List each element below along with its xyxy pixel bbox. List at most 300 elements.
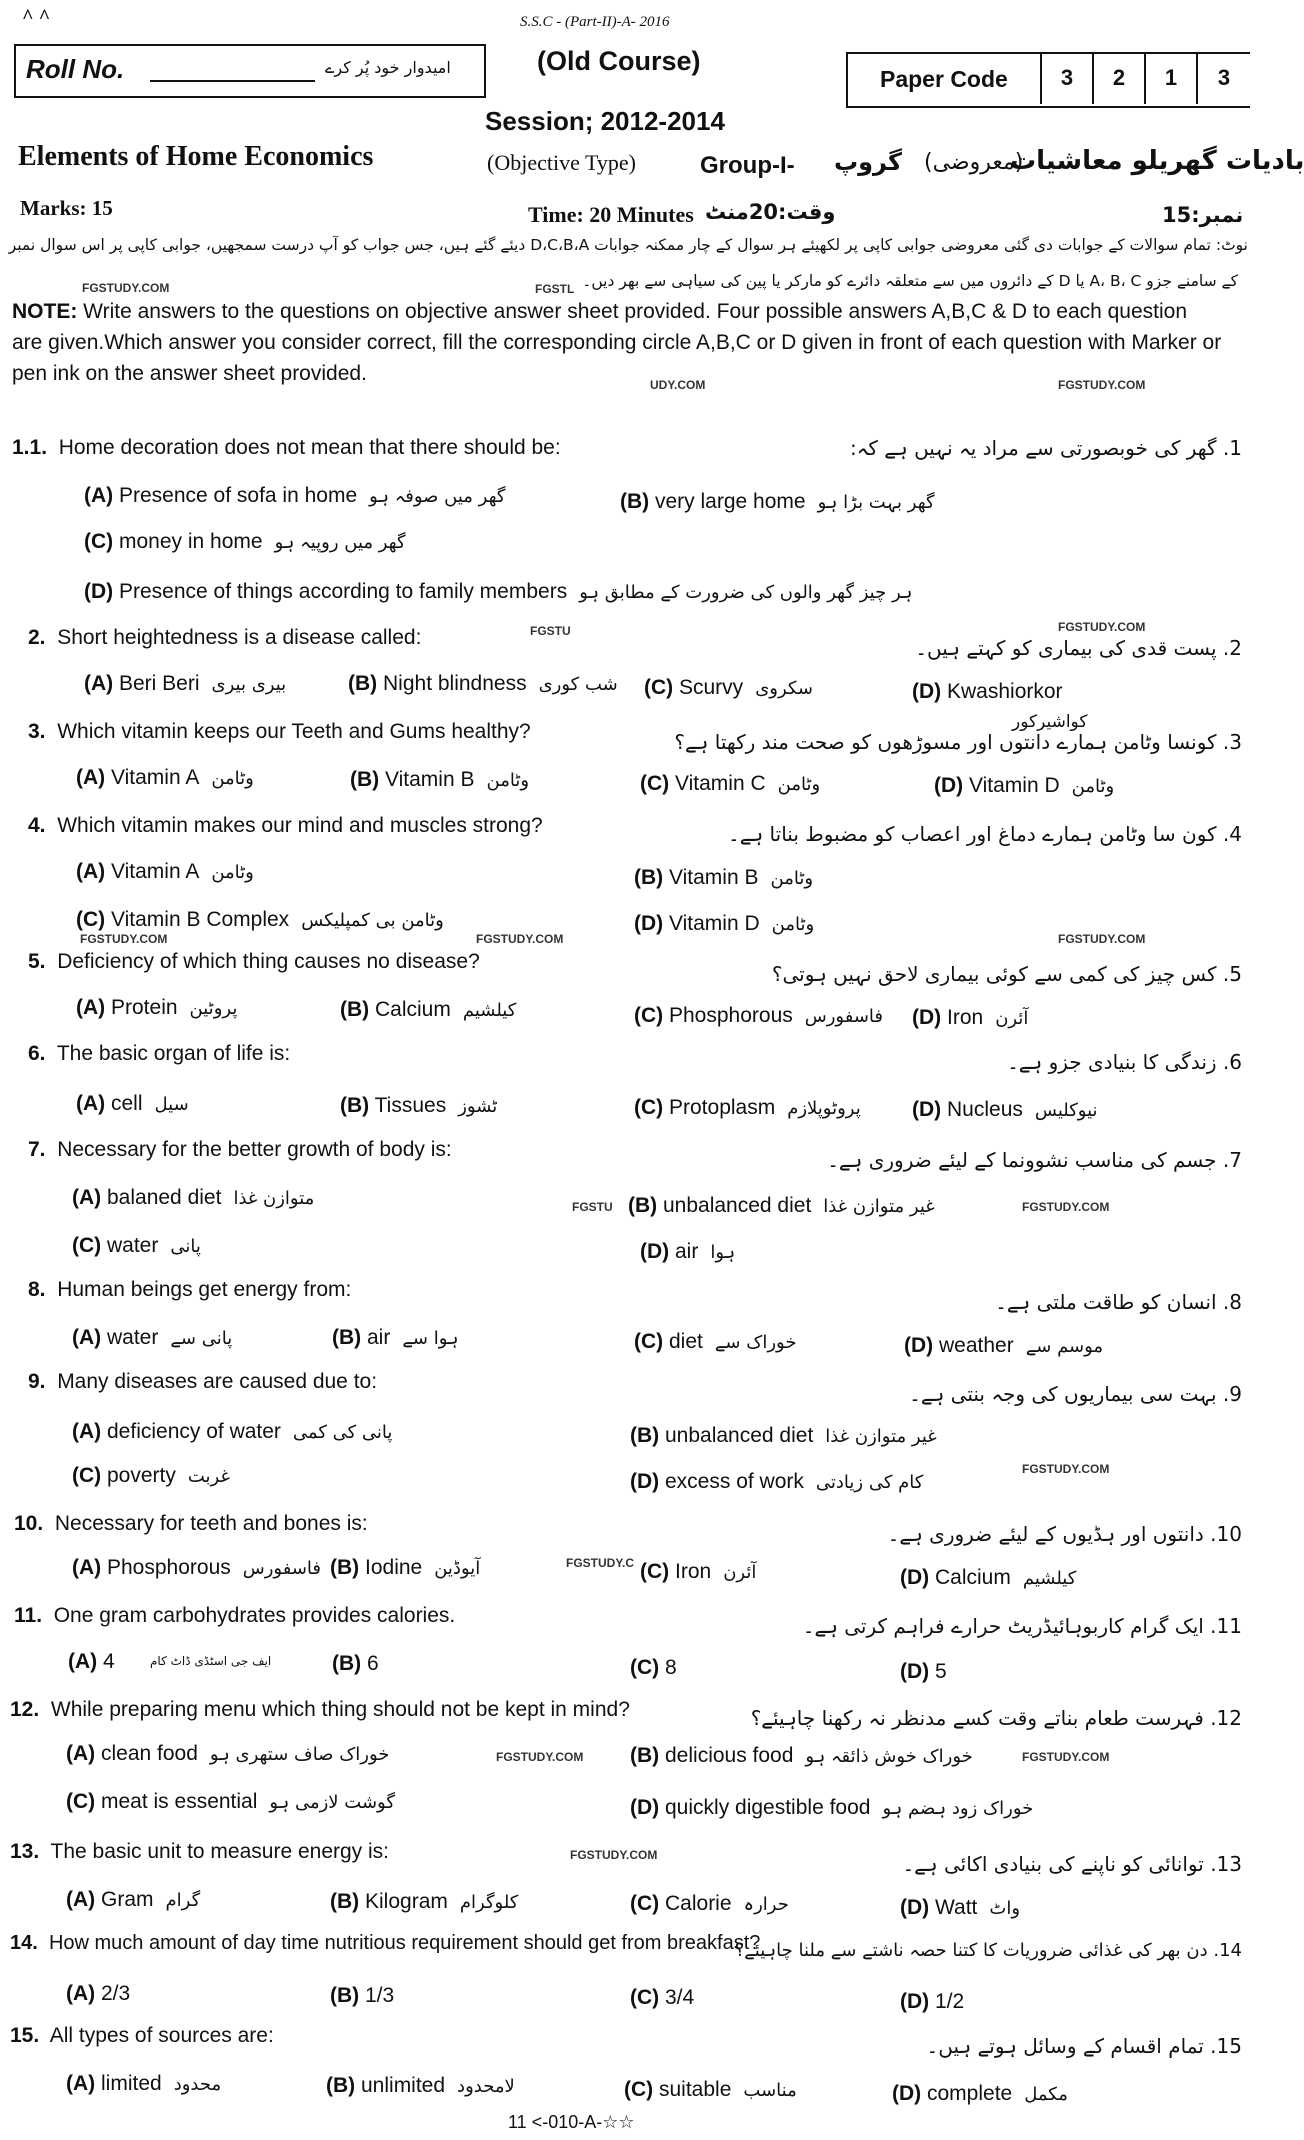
option-urdu: مکمل [1024,2084,1068,2105]
time-urdu: وقت:20منٹ [705,200,836,224]
option-label: (D) [640,1240,670,1263]
question-number: 12. [10,1698,40,1721]
footer-code: 11 <-010-A-☆☆ [508,2112,635,2132]
option-text: weather [939,1334,1014,1357]
note-paragraph [12,296,1222,389]
option-text: Calorie [665,1892,732,1915]
exam-line: S.S.C - (Part-II)-A- 2016 [520,14,670,30]
option-a[interactable] [84,484,505,508]
option-label: (C) [630,1656,660,1679]
option-urdu: نیوکلیس [1034,1100,1098,1121]
option-urdu: آئرن [723,1562,757,1583]
watermark: FGSTUDY.COM [496,1750,584,1764]
option-urdu: بیری بیری [211,674,287,695]
question-4 [28,814,543,838]
question-urdu: 1. گھر کی خوبصورتی سے مراد یہ نہیں ہے کہ: [849,436,1242,460]
question-number: 7. [28,1138,46,1161]
option-label: (A) [76,1092,106,1115]
option-text: Vitamin A [111,766,200,789]
question-13 [10,1840,389,1864]
option-label: (D) [900,1660,930,1683]
question-text: The basic organ of life is: [56,1042,291,1065]
question-urdu: 14. دن بھر کی غذائی ضروریات کا کتنا حصہ ناشتے سے ملنا چاہیئے؟ [734,1940,1242,1961]
option-text: unbalanced diet [663,1194,812,1217]
option-label: (D) [900,1566,930,1589]
option-urdu: سکروی [755,678,813,699]
option-text: Vitamin C [675,772,766,795]
roll-underline [150,80,315,82]
option-urdu: وٹامن [486,770,530,791]
option-text: 6 [367,1652,379,1675]
option-urdu: وٹامن [777,774,821,795]
option-label: (B) [326,2074,356,2097]
option-label: (C) [72,1464,102,1487]
option-c[interactable] [640,1560,756,1584]
option-text: Vitamin B Complex [111,908,290,931]
option-label: (D) [84,580,114,603]
option-b[interactable] [628,1194,935,1218]
question-number: 8. [28,1278,46,1301]
option-d[interactable] [630,1470,923,1494]
option-text: Kilogram [365,1890,448,1913]
question-urdu: 7. جسم کی مناسب نشوونما کے لیئے ضروری ہے۔ [827,1148,1242,1172]
option-text: Scurvy [679,676,744,699]
option-label: (A) [72,1420,102,1443]
option-text: suitable [659,2078,732,2101]
paper-code-digit: 3 [1196,52,1250,104]
option-text: 1/2 [935,1990,965,2013]
option-text: 4 [103,1650,115,1673]
option-label: (C) [634,1096,664,1119]
option-b[interactable] [630,1744,973,1768]
option-urdu: موسم سے [1025,1336,1104,1357]
option-a[interactable] [76,1092,189,1116]
option-urdu: گھر میں صوفہ ہو [369,486,506,507]
question-urdu: 11. ایک گرام کاربوہائیڈریٹ حرارے فراہم کرتی ہے۔ [802,1614,1242,1638]
question-number: 13. [10,1840,40,1863]
option-a[interactable] [76,996,237,1020]
option-c[interactable] [634,1096,861,1120]
option-urdu: ہر چیز گھر والوں کی ضرورت کے مطابق ہو [579,582,913,603]
question-14 [10,1932,760,1955]
option-urdu: وٹامن بی کمپلیکس [301,910,444,931]
note-text: Write answers to the questions on objective answer sheet provided. Four possible answers A,B,C & D to each question are given.Which answer you consider correct, fill the corresponding circle A,B,C or D given in front of each question with Marker or pen ink on the answer sheet provided. [12,300,1222,385]
option-text: air [367,1326,391,1349]
option-label: (C) [640,772,670,795]
option-text: poverty [107,1464,176,1487]
option-text: Vitamin B [669,866,759,889]
question-text: All types of sources are: [49,2024,274,2047]
watermark: FGSTUDY.C [566,1556,635,1570]
option-text: Vitamin A [111,860,200,883]
option-c[interactable] [630,1656,677,1680]
option-text: Beri Beri [119,672,200,695]
option-text: Presence of sofa in home [119,484,358,507]
option-label: (A) [76,996,106,1019]
option-label: (A) [66,1888,96,1911]
option-label: (B) [332,1326,362,1349]
watermark: FGSTU [572,1200,613,1214]
question-3 [28,720,531,744]
option-text: balaned diet [107,1186,222,1209]
option-label: (B) [330,1556,360,1579]
question-number: 2. [28,626,46,649]
option-label: (A) [76,860,106,883]
watermark: FGSTUDY.COM [1022,1200,1110,1214]
watermark: FGSTUDY.COM [1058,932,1146,946]
option-label: (B) [630,1744,660,1767]
question-11 [14,1604,455,1628]
option-label: (A) [66,2072,96,2095]
option-c[interactable] [634,1004,883,1028]
option-text: money in home [119,530,263,553]
option-d[interactable] [630,1796,1033,1820]
option-label: (A) [66,1742,96,1765]
option-a[interactable] [72,1556,321,1580]
option-label: (B) [348,672,378,695]
option-d[interactable] [900,1896,1020,1920]
option-urdu: وٹامن [770,868,814,889]
option-label: (C) [644,676,674,699]
option-b[interactable] [348,672,618,696]
question-number: 10. [14,1512,44,1535]
option-d[interactable] [634,912,814,936]
option-urdu: گرام [165,1890,201,1911]
option-label: (C) [634,1004,664,1027]
question-1 [12,436,561,460]
option-urdu: حرارہ [743,1894,789,1915]
option-label: (D) [912,1006,942,1029]
option-label: (B) [634,866,664,889]
option-d[interactable] [934,774,1114,798]
question-urdu: 4. کون سا وٹامن ہمارے دماغ اور اعصاب کو مضبوط بناتا ہے۔ [728,822,1242,846]
option-urdu: غیر متوازن غذا [825,1426,937,1447]
question-text: Which vitamin keeps our Teeth and Gums healthy? [57,720,531,743]
option-b[interactable] [330,1890,518,1914]
question-15 [10,2024,274,2048]
option-label: (A) [68,1650,98,1673]
option-a[interactable] [76,860,254,884]
corner-mark: ^ ^ [22,6,51,28]
watermark: FGSTUDY.COM [1022,1750,1110,1764]
option-text: Presence of things according to family members [119,580,568,603]
question-8 [28,1278,351,1302]
option-text: Nucleus [947,1098,1023,1121]
option-urdu: پانی کی کمی [292,1422,393,1443]
option-label: (A) [72,1556,102,1579]
option-urdu: وٹامن [211,862,254,883]
option-text: complete [927,2082,1013,2105]
option-a[interactable] [66,1742,389,1766]
option-a[interactable] [72,1326,232,1350]
option-label: (B) [330,1890,360,1913]
option-urdu: خوراک صاف ستھری ہو [209,1744,390,1765]
watermark: UDY.COM [650,378,706,392]
option-a[interactable] [68,1650,115,1674]
question-urdu: 8. انسان کو طاقت ملتی ہے۔ [995,1290,1242,1314]
option-b[interactable] [634,866,813,890]
option-label: (D) [634,912,664,935]
question-number: 9. [28,1370,46,1393]
question-text: Short heightedness is a disease called: [57,626,422,649]
question-12 [10,1698,630,1722]
option-urdu: کیلشیم [1022,1568,1077,1589]
question-urdu: 13. توانائی کو ناپنے کی بنیادی اکائی ہے۔ [902,1852,1242,1876]
option-label: (A) [72,1326,102,1349]
question-number: 15. [10,2024,40,2047]
option-text: meat is essential [101,1790,258,1813]
paper-code-digit: 1 [1144,52,1196,104]
option-text: 8 [665,1656,677,1679]
question-number: 1.1. [12,436,48,459]
option-label: (C) [66,1790,96,1813]
option-a[interactable] [72,1420,392,1444]
option-text: delicious food [665,1744,794,1767]
option-b[interactable] [332,1326,459,1350]
option-c[interactable] [76,908,444,932]
option-label: (D) [892,2082,922,2105]
option-label: (C) [640,1560,670,1583]
option-urdu: گھر میں روپیہ ہو [274,532,406,553]
option-text: 2/3 [101,1982,131,2005]
question-2 [28,626,421,650]
option-label: (C) [630,1892,660,1915]
option-d[interactable] [900,1566,1076,1590]
note-label: NOTE: [12,300,78,323]
option-d[interactable] [84,580,912,604]
option-label: (A) [66,1982,96,2005]
paper-code-digit: 3 [1040,52,1092,104]
question-text: Human beings get energy from: [57,1278,352,1301]
question-7 [28,1138,452,1162]
question-urdu: 9. بہت سی بیماریوں کی وجہ بنتی ہے۔ [909,1382,1242,1406]
option-text: Tissues [374,1094,447,1117]
option-b[interactable] [326,2074,515,2098]
option-label: (C) [634,1330,664,1353]
option-text: Phosphorous [669,1004,793,1027]
option-label: (B) [340,998,370,1021]
option-d[interactable] [900,1660,947,1684]
option-label: (A) [76,766,106,789]
option-text: Calcium [935,1566,1011,1589]
option-label: (B) [330,1984,360,2007]
option-a[interactable] [66,1888,200,1912]
question-text: How much amount of day time nutritious requirement should get from breakfast? [48,1932,761,1954]
question-5 [28,950,480,974]
option-a[interactable] [72,1186,314,1210]
option-d[interactable] [900,1990,964,2014]
question-number: 11. [14,1604,43,1627]
option-text: 3/4 [665,1986,695,2009]
option-c[interactable] [624,2078,797,2102]
option-urdu: کواشیرکور [1012,712,1088,732]
option-text: quickly digestible food [665,1796,871,1819]
question-number: 4. [28,814,46,837]
option-c[interactable] [72,1464,230,1488]
option-text: Vitamin D [969,774,1060,797]
option-b[interactable] [340,998,516,1022]
option-text: 5 [935,1660,947,1683]
option-label: (D) [912,1098,942,1121]
option-urdu: کیلشیم [462,1000,517,1021]
option-d[interactable] [640,1240,735,1264]
option-label: (B) [630,1424,660,1447]
question-number: 5. [28,950,46,973]
option-text: clean food [101,1742,198,1765]
option-text: water [107,1326,159,1349]
option-c[interactable] [630,1986,694,2010]
option-urdu: وٹامن [771,914,815,935]
option-c[interactable] [84,530,406,554]
option-urdu: گوشت لازمی ہو [269,1792,395,1813]
option-urdu: آیوڈین [434,1558,481,1579]
option-label: (B) [350,768,380,791]
watermark: FGSTUDY.COM [82,281,170,295]
option-urdu: مناسب [743,2080,797,2101]
option-urdu: پانی [170,1236,201,1257]
watermark: FGSTUDY.COM [570,1848,658,1862]
option-label: (D) [630,1796,660,1819]
question-urdu: 12. فہرست طعام بناتے وقت کسے مدنظر نہ رکھنا چاہیئے؟ [750,1706,1242,1730]
option-label: (C) [72,1234,102,1257]
option-urdu: وٹامن [1071,776,1115,797]
question-text: Many diseases are caused due to: [57,1370,378,1393]
option-text: 1/3 [365,1984,395,2007]
watermark: FGSTUDY.COM [1058,378,1146,392]
option-urdu: پروٹین [189,998,238,1019]
question-text: One gram carbohydrates provides calories. [53,1604,456,1627]
option-d[interactable] [912,1098,1098,1122]
question-text: Deficiency of which thing causes no disease? [57,950,480,973]
marks-label: Marks: 15 [20,196,113,220]
option-c[interactable] [630,1892,789,1916]
option-text: Phosphorous [107,1556,231,1579]
option-text: cell [111,1092,143,1115]
option-b[interactable] [330,1984,394,2008]
paper-code-label: Paper Code [880,66,1008,92]
option-text: diet [669,1330,703,1353]
course-label: (Old Course) [537,46,701,76]
option-urdu: غیر متوازن غذا [823,1196,935,1217]
option-c[interactable] [640,772,820,796]
question-text: The basic unit to measure energy is: [50,1840,390,1863]
question-text: While preparing menu which thing should not be kept in mind? [50,1698,630,1721]
option-urdu: پانی سے [170,1328,233,1349]
option-label: (D) [934,774,964,797]
option-d[interactable] [912,1006,1028,1030]
option-urdu: کام کی زیادتی [815,1472,924,1493]
option-c[interactable] [66,1790,395,1814]
roll-urdu-note: امیدوار خود پُر کرے [325,58,451,77]
option-label: (A) [84,672,114,695]
option-urdu: فاسفورس [804,1006,884,1027]
watermark: FGSTUDY.COM [1022,1462,1110,1476]
question-urdu: 6. زندگی کا بنیادی جزو ہے۔ [1007,1050,1242,1074]
option-c[interactable] [634,1330,796,1354]
question-text: Which vitamin makes our mind and muscles strong? [57,814,543,837]
option-urdu: خوراک خوش ذائقہ ہو [805,1746,973,1767]
option-text: Protein [111,996,178,1019]
option-d[interactable] [912,680,1063,704]
option-text: Vitamin D [669,912,760,935]
option-label: (A) [72,1186,102,1209]
option-label: (B) [620,490,650,513]
option-urdu: پروٹوپلازم [787,1098,861,1119]
objective-urdu: (معروضی) [924,150,1024,175]
option-text: water [107,1234,159,1257]
option-label: (D) [900,1990,930,2013]
question-urdu: 15. تمام اقسام کے وسائل ہوتے ہیں۔ [926,2034,1242,2058]
group-label: Group-I- [700,152,795,179]
urdu-instructions-line2: کے سامنے جزو A، B، C یا D کے دائروں میں سے متعلقہ دائرے کو مارکر یا پین کی سیاہی سے بھر دیں۔ [582,272,1238,290]
option-urdu: ہوا سے [402,1328,459,1349]
option-b[interactable] [330,1556,480,1580]
paper-code-digit: 2 [1092,52,1144,104]
option-text: Kwashiorkor [947,680,1063,703]
option-urdu: محدود [173,2074,222,2095]
question-number: 14. [10,1932,38,1954]
option-text: Night blindness [383,672,527,695]
option-label: (B) [340,1094,370,1117]
option-text: Gram [101,1888,154,1911]
option-label: (C) [624,2078,654,2101]
option-label: (C) [630,1986,660,2009]
subject-urdu: بادیات گھریلو معاشیات [1010,146,1304,176]
option-text: Protoplasm [669,1096,776,1119]
watermark: FGSTU [530,624,571,638]
option-b[interactable] [340,1094,497,1118]
option-label: (D) [630,1470,660,1493]
option-a[interactable] [66,2072,221,2096]
option-text: Vitamin B [385,768,475,791]
option-b[interactable] [332,1652,379,1676]
option-c[interactable] [72,1234,201,1258]
question-number: 6. [28,1042,46,1065]
option-a[interactable] [66,1982,130,2006]
question-10 [14,1512,368,1536]
question-urdu: 5. کس چیز کی کمی سے کوئی بیماری لاحق نہیں ہوتی؟ [771,962,1242,986]
option-urdu: خوراک زود ہضم ہو [882,1798,1034,1819]
option-label: (D) [912,680,942,703]
question-text: Necessary for the better growth of body is: [57,1138,452,1161]
watermark: FGSTUDY.COM [80,932,168,946]
option-b[interactable] [630,1424,937,1448]
option-d[interactable] [904,1334,1103,1358]
option-text: Calcium [375,998,451,1021]
roll-label: Roll No. [26,54,125,84]
question-text: Necessary for teeth and bones is: [54,1512,368,1535]
question-number: 3. [28,720,46,743]
option-label: (D) [904,1334,934,1357]
option-label: (D) [900,1896,930,1919]
option-b[interactable] [620,490,935,514]
option-text: excess of work [665,1470,804,1493]
option-d[interactable] [892,2082,1068,2106]
option-text: very large home [655,490,806,513]
option-c[interactable] [644,676,813,700]
option-a[interactable] [76,766,254,790]
option-b[interactable] [350,768,529,792]
watermark: FGSTL [535,282,575,296]
group-urdu: گروپ [834,148,902,176]
subject-title: Elements of Home Economics [18,141,374,172]
option-text: Watt [935,1896,978,1919]
option-a[interactable] [84,672,286,696]
marks-urdu: نمبر:15 [1162,203,1244,227]
watermark: ایف جی اسٹڈی ڈاٹ کام [150,1654,272,1668]
option-label: (A) [84,484,114,507]
option-label: (C) [76,908,106,931]
